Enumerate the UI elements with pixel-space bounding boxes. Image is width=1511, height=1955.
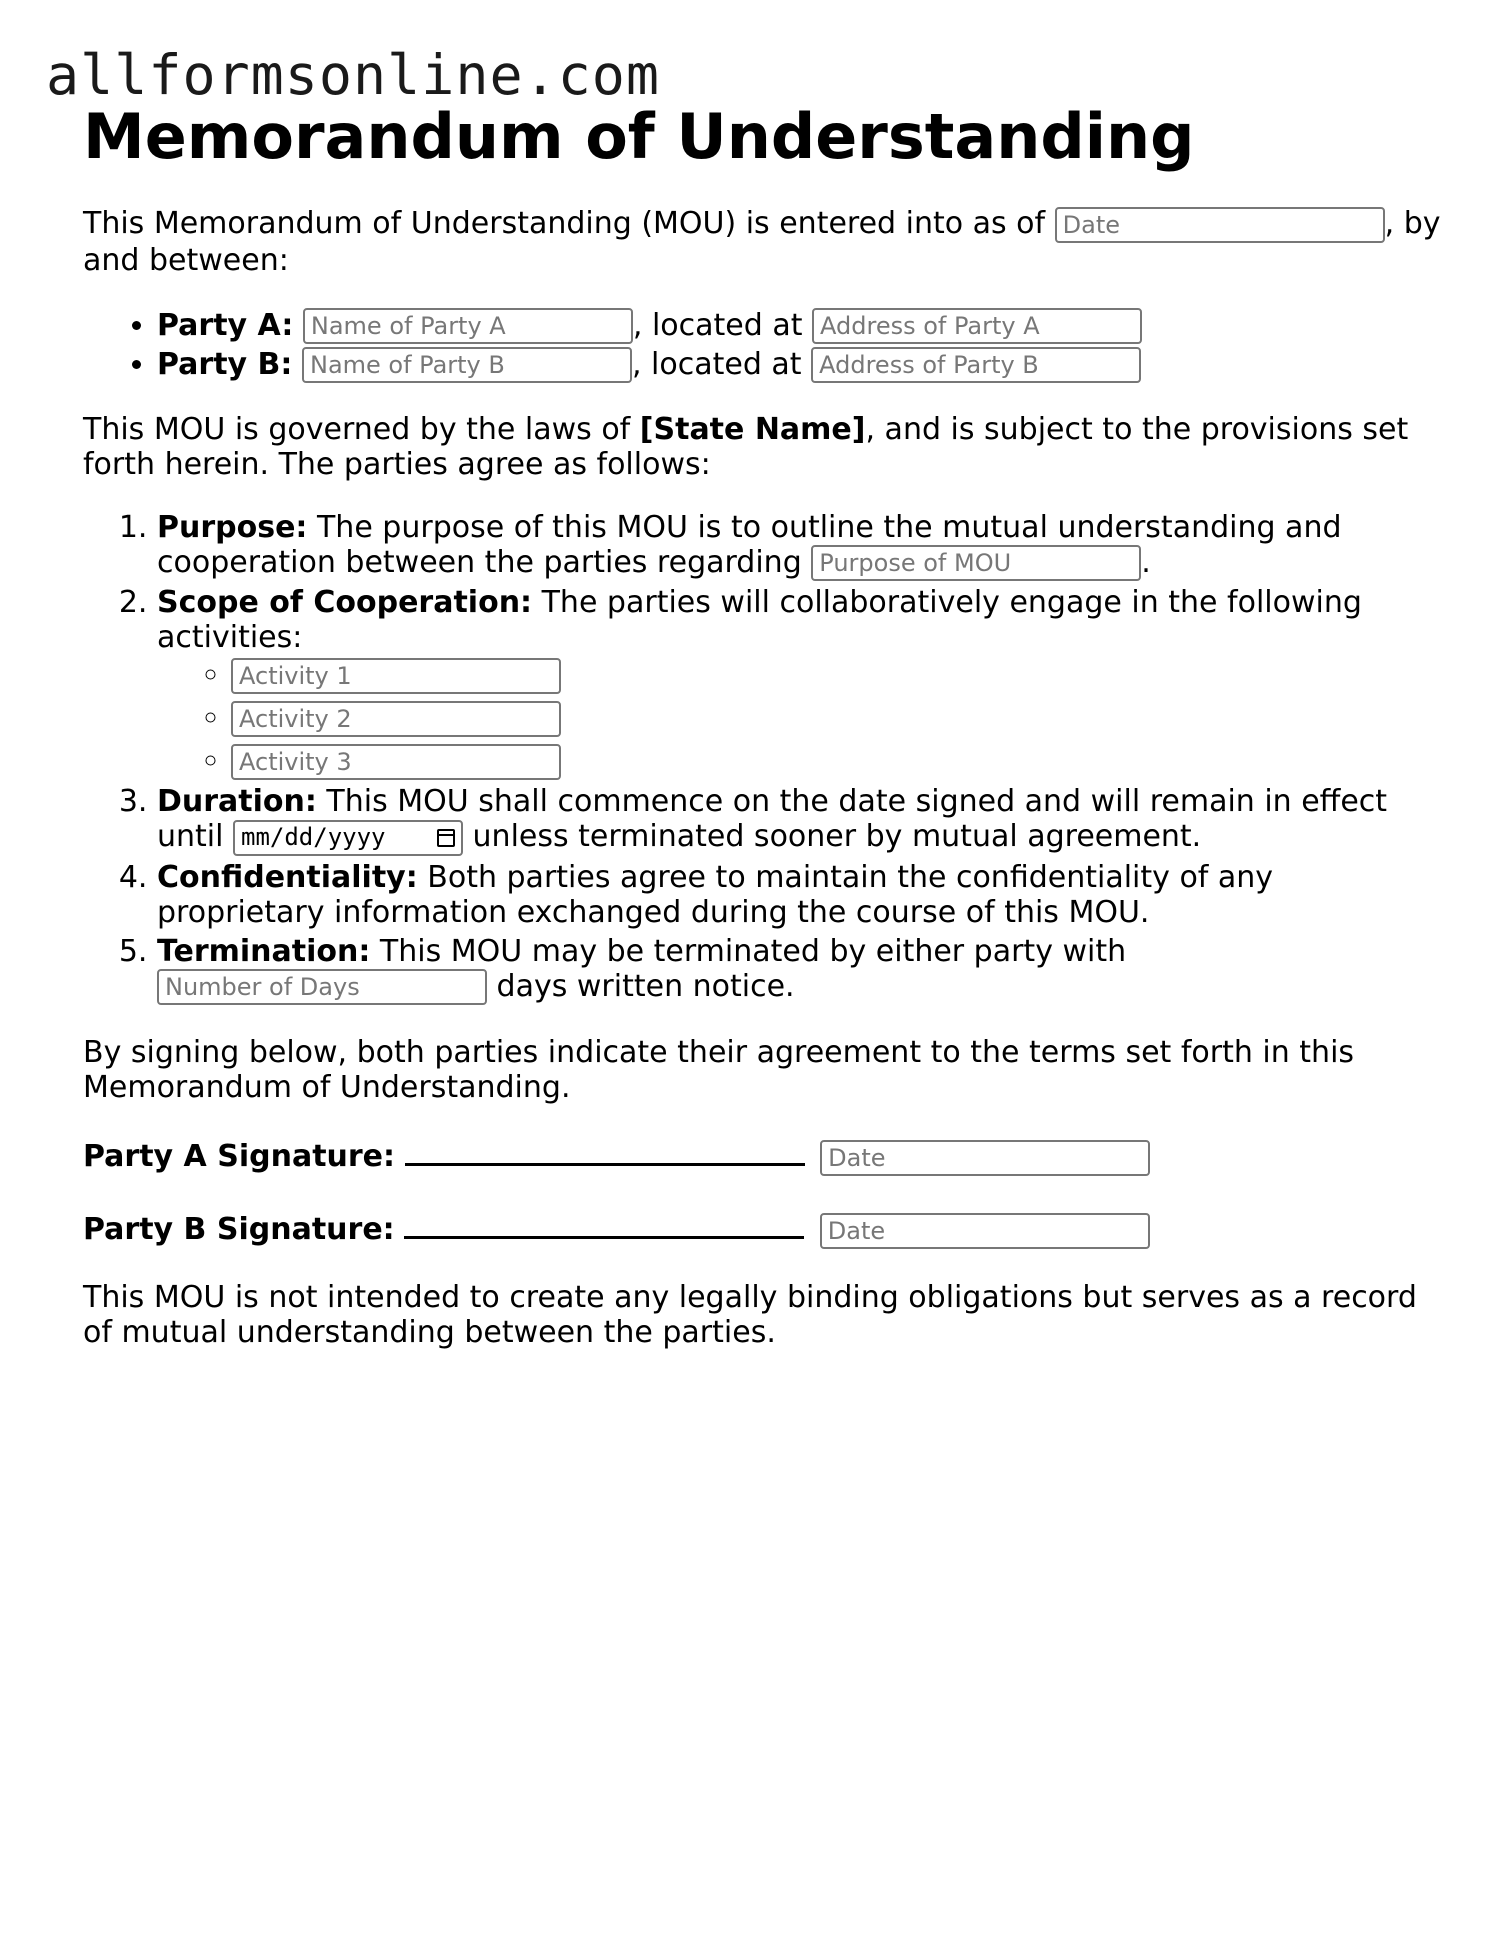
party-a-item	[157, 306, 1443, 345]
activities-list	[157, 655, 1443, 780]
activity-1-input[interactable]	[231, 658, 561, 694]
scope-label: Scope of Cooperation:	[157, 585, 533, 621]
end-date-input[interactable]	[233, 820, 463, 856]
term-scope	[157, 585, 1443, 780]
party-a-signature-date-input[interactable]	[820, 1140, 1150, 1176]
party-b-address-input[interactable]	[811, 347, 1141, 383]
party-a-signature-line[interactable]	[405, 1133, 805, 1166]
intro-text-after: , by and between:	[83, 206, 1441, 278]
party-a-located-text: , located at	[632, 307, 803, 343]
intro-text: This Memorandum of Understanding (MOU) is entered into as of	[83, 206, 1046, 242]
purpose-text: The purpose of this MOU is to outline the mutual understanding and cooperation between the parties regarding	[157, 509, 1342, 580]
party-a-signature-row	[83, 1133, 1443, 1177]
party-b-label: Party B:	[157, 346, 293, 382]
party-a-name-input[interactable]	[303, 308, 633, 344]
party-b-signature-row	[83, 1206, 1443, 1250]
confidentiality-text: Both parties agree to maintain the confidentiality of any proprietary information exchanged during the course of this MOU.	[157, 859, 1274, 930]
intro-paragraph	[83, 206, 1443, 278]
agreement-paragraph: By signing below, both parties indicate their agreement to the terms set forth in this Memorandum of Understanding.	[83, 1035, 1355, 1106]
party-b-signature-label: Party B Signature:	[83, 1212, 395, 1248]
notice-days-input[interactable]	[157, 969, 487, 1005]
governed-text-after: , and is subject to the provisions set forth herein. The parties agree as follows:	[83, 411, 1409, 482]
termination-label: Termination:	[157, 933, 371, 969]
activity-2-input[interactable]	[231, 701, 561, 737]
purpose-input[interactable]	[811, 545, 1141, 581]
activity-item	[231, 698, 1443, 737]
mou-document	[83, 100, 1443, 1350]
site-watermark: allformsonline.com	[46, 43, 661, 107]
term-confidentiality	[157, 860, 1443, 930]
term-duration	[157, 784, 1443, 856]
terms-list	[83, 510, 1443, 1006]
page-title: Memorandum of Understanding	[83, 100, 1195, 173]
governed-text: This MOU is governed by the laws of	[83, 411, 640, 447]
governing-law-paragraph	[83, 412, 1443, 482]
party-a-address-input[interactable]	[812, 308, 1142, 344]
agreement-date-input[interactable]	[1055, 207, 1385, 243]
purpose-label: Purpose:	[157, 509, 308, 545]
calendar-icon[interactable]	[437, 829, 455, 847]
duration-label: Duration:	[157, 784, 317, 820]
activity-3-input[interactable]	[231, 744, 561, 780]
purpose-end: .	[1141, 544, 1151, 580]
party-a-signature-label: Party A Signature:	[83, 1139, 396, 1175]
duration-after: unless terminated sooner by mutual agreement.	[463, 819, 1202, 855]
activity-item	[231, 741, 1443, 780]
party-a-label: Party A:	[157, 307, 294, 343]
scope-text: The parties will collaboratively engage in the following activities:	[157, 585, 1362, 656]
term-termination	[157, 934, 1443, 1006]
party-b-name-input[interactable]	[302, 347, 632, 383]
party-b-signature-line[interactable]	[404, 1206, 804, 1239]
state-name: [State Name]	[639, 411, 866, 447]
termination-after: days written notice.	[487, 968, 795, 1004]
party-b-located-text: , located at	[631, 346, 802, 382]
activity-item	[231, 655, 1443, 694]
termination-text: This MOU may be terminated by either party with	[370, 933, 1127, 969]
term-purpose	[157, 510, 1443, 582]
party-b-item	[157, 345, 1443, 384]
closing-paragraph: This MOU is not intended to create any legally binding obligations but serves as a record of mutual understanding between the parties.	[83, 1280, 1417, 1351]
confidentiality-label: Confidentiality:	[157, 859, 418, 895]
end-date-value: mm/dd/yyyy	[241, 823, 386, 852]
party-b-signature-date-input[interactable]	[820, 1213, 1150, 1249]
duration-text: This MOU shall commence on the date signed and will remain in effect until	[157, 784, 1388, 855]
parties-list	[83, 306, 1443, 384]
